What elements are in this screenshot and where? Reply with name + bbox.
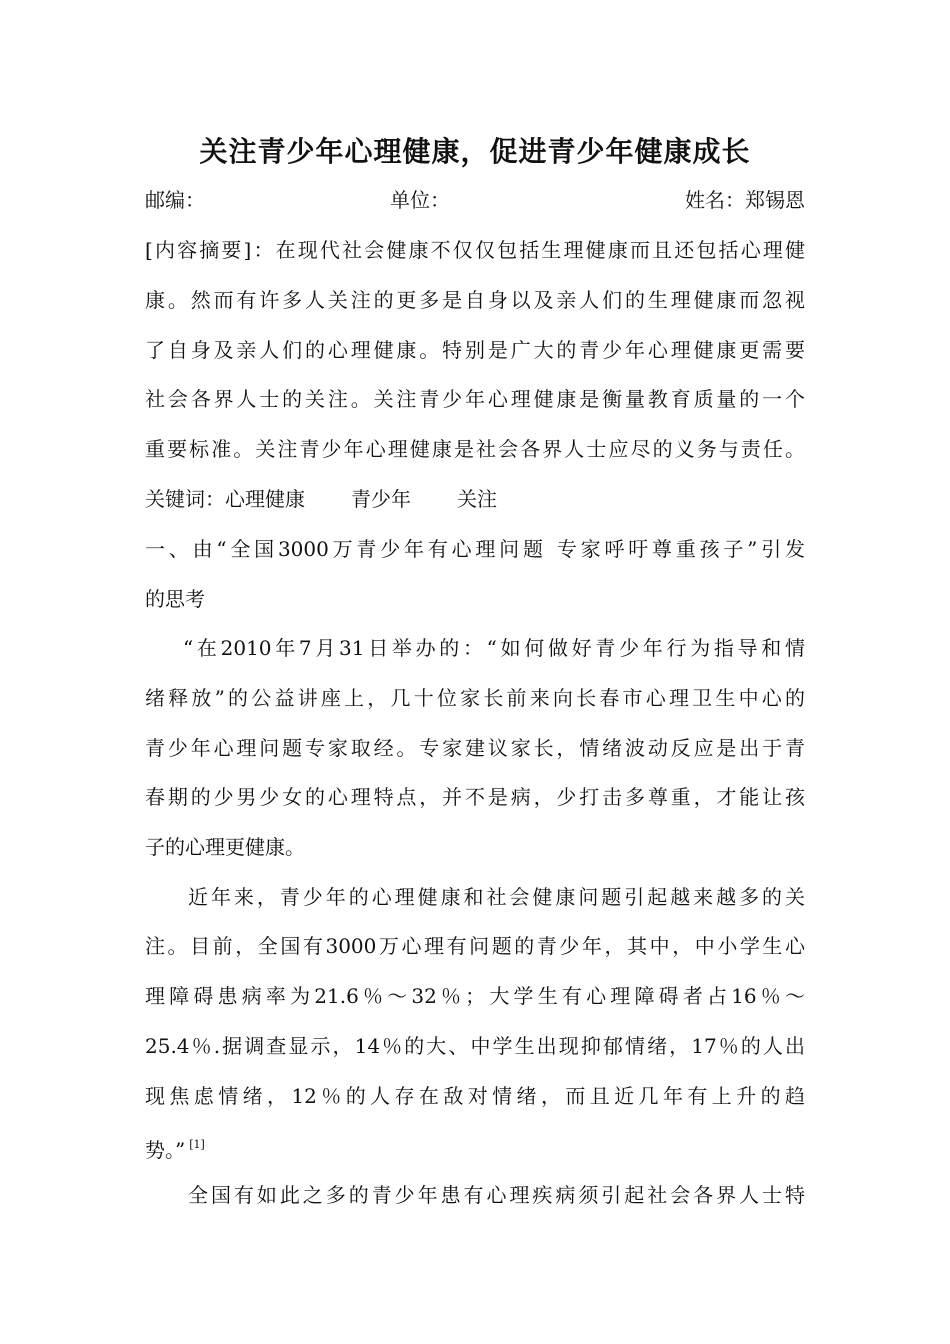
paragraph-line: 近年来，青少年的心理健康和社会健康问题引起越来越多的关 [188, 885, 805, 909]
citation-ref: [1] [189, 1138, 205, 1151]
paragraph-line: 现焦虑情绪，12％的人存在敌对情绪，而且近几年有上升的趋 [145, 1084, 805, 1108]
author-info-row [145, 182, 805, 218]
paragraph-line [145, 1125, 805, 1165]
paragraph-line: 青少年心理问题专家取经。专家建议家长，情绪波动反应是出于青 [145, 736, 805, 760]
keywords-label: 关键词： [145, 487, 225, 511]
author-name: 姓名：郑锡恩 [685, 188, 805, 212]
abstract-line: 社会各界人士的关注。关注青少年心理健康是衡量教育质量的一个 [145, 387, 805, 411]
section-heading-line: 一、由“全国3000万青少年有心理问题 专家呼吁尊重孩子”引发 [145, 537, 805, 561]
paragraph-line: 子的心理更健康。 [145, 835, 305, 859]
paragraph-line: 25.4％.据调查显示，14％的大、中学生出现抑郁情绪，17％的人出 [145, 1034, 805, 1058]
abstract-line: [内容摘要]：在现代社会健康不仅仅包括生理健康而且还包括心理健 [145, 238, 805, 262]
section-heading-line: 的思考 [145, 587, 205, 611]
keywords-line [145, 479, 805, 519]
paragraph-line: 理障碍患病率为21.6％～32％；大学生有心理障碍者占16％～ [145, 984, 805, 1008]
document-title: 关注青少年心理健康，促进青少年健康成长 [199, 135, 751, 168]
unit-label: 单位： [390, 188, 450, 212]
paragraph-text: 势。” [145, 1138, 186, 1162]
paragraph-line: 全国有如此之多的青少年患有心理疾病须引起社会各界人士特 [188, 1183, 805, 1207]
keyword-item: 青少年 [351, 487, 411, 511]
abstract-line: 了自身及亲人们的心理健康。特别是广大的青少年心理健康更需要 [145, 338, 805, 362]
paragraph-line: 注。目前，全国有3000万心理有问题的青少年，其中，中小学生心 [145, 934, 805, 958]
postcode-label: 邮编： [145, 188, 205, 212]
paragraph-line: 春期的少男少女的心理特点，并不是病，少打击多尊重，才能让孩 [145, 785, 805, 809]
paragraph-line: 绪释放”的公益讲座上，几十位家长前来向长春市心理卫生中心的 [145, 686, 805, 710]
abstract-line: 重要标准。关注青少年心理健康是社会各界人士应尽的义务与责任。 [145, 437, 805, 461]
paragraph-line: “在2010年7月31日举办的：“如何做好青少年行为指导和情 [183, 636, 805, 660]
abstract-line: 康。然而有许多人关注的更多是自身以及亲人们的生理健康而忽视 [145, 288, 805, 312]
keyword-item: 关注 [457, 487, 497, 511]
keyword-item: 心理健康 [225, 487, 305, 511]
